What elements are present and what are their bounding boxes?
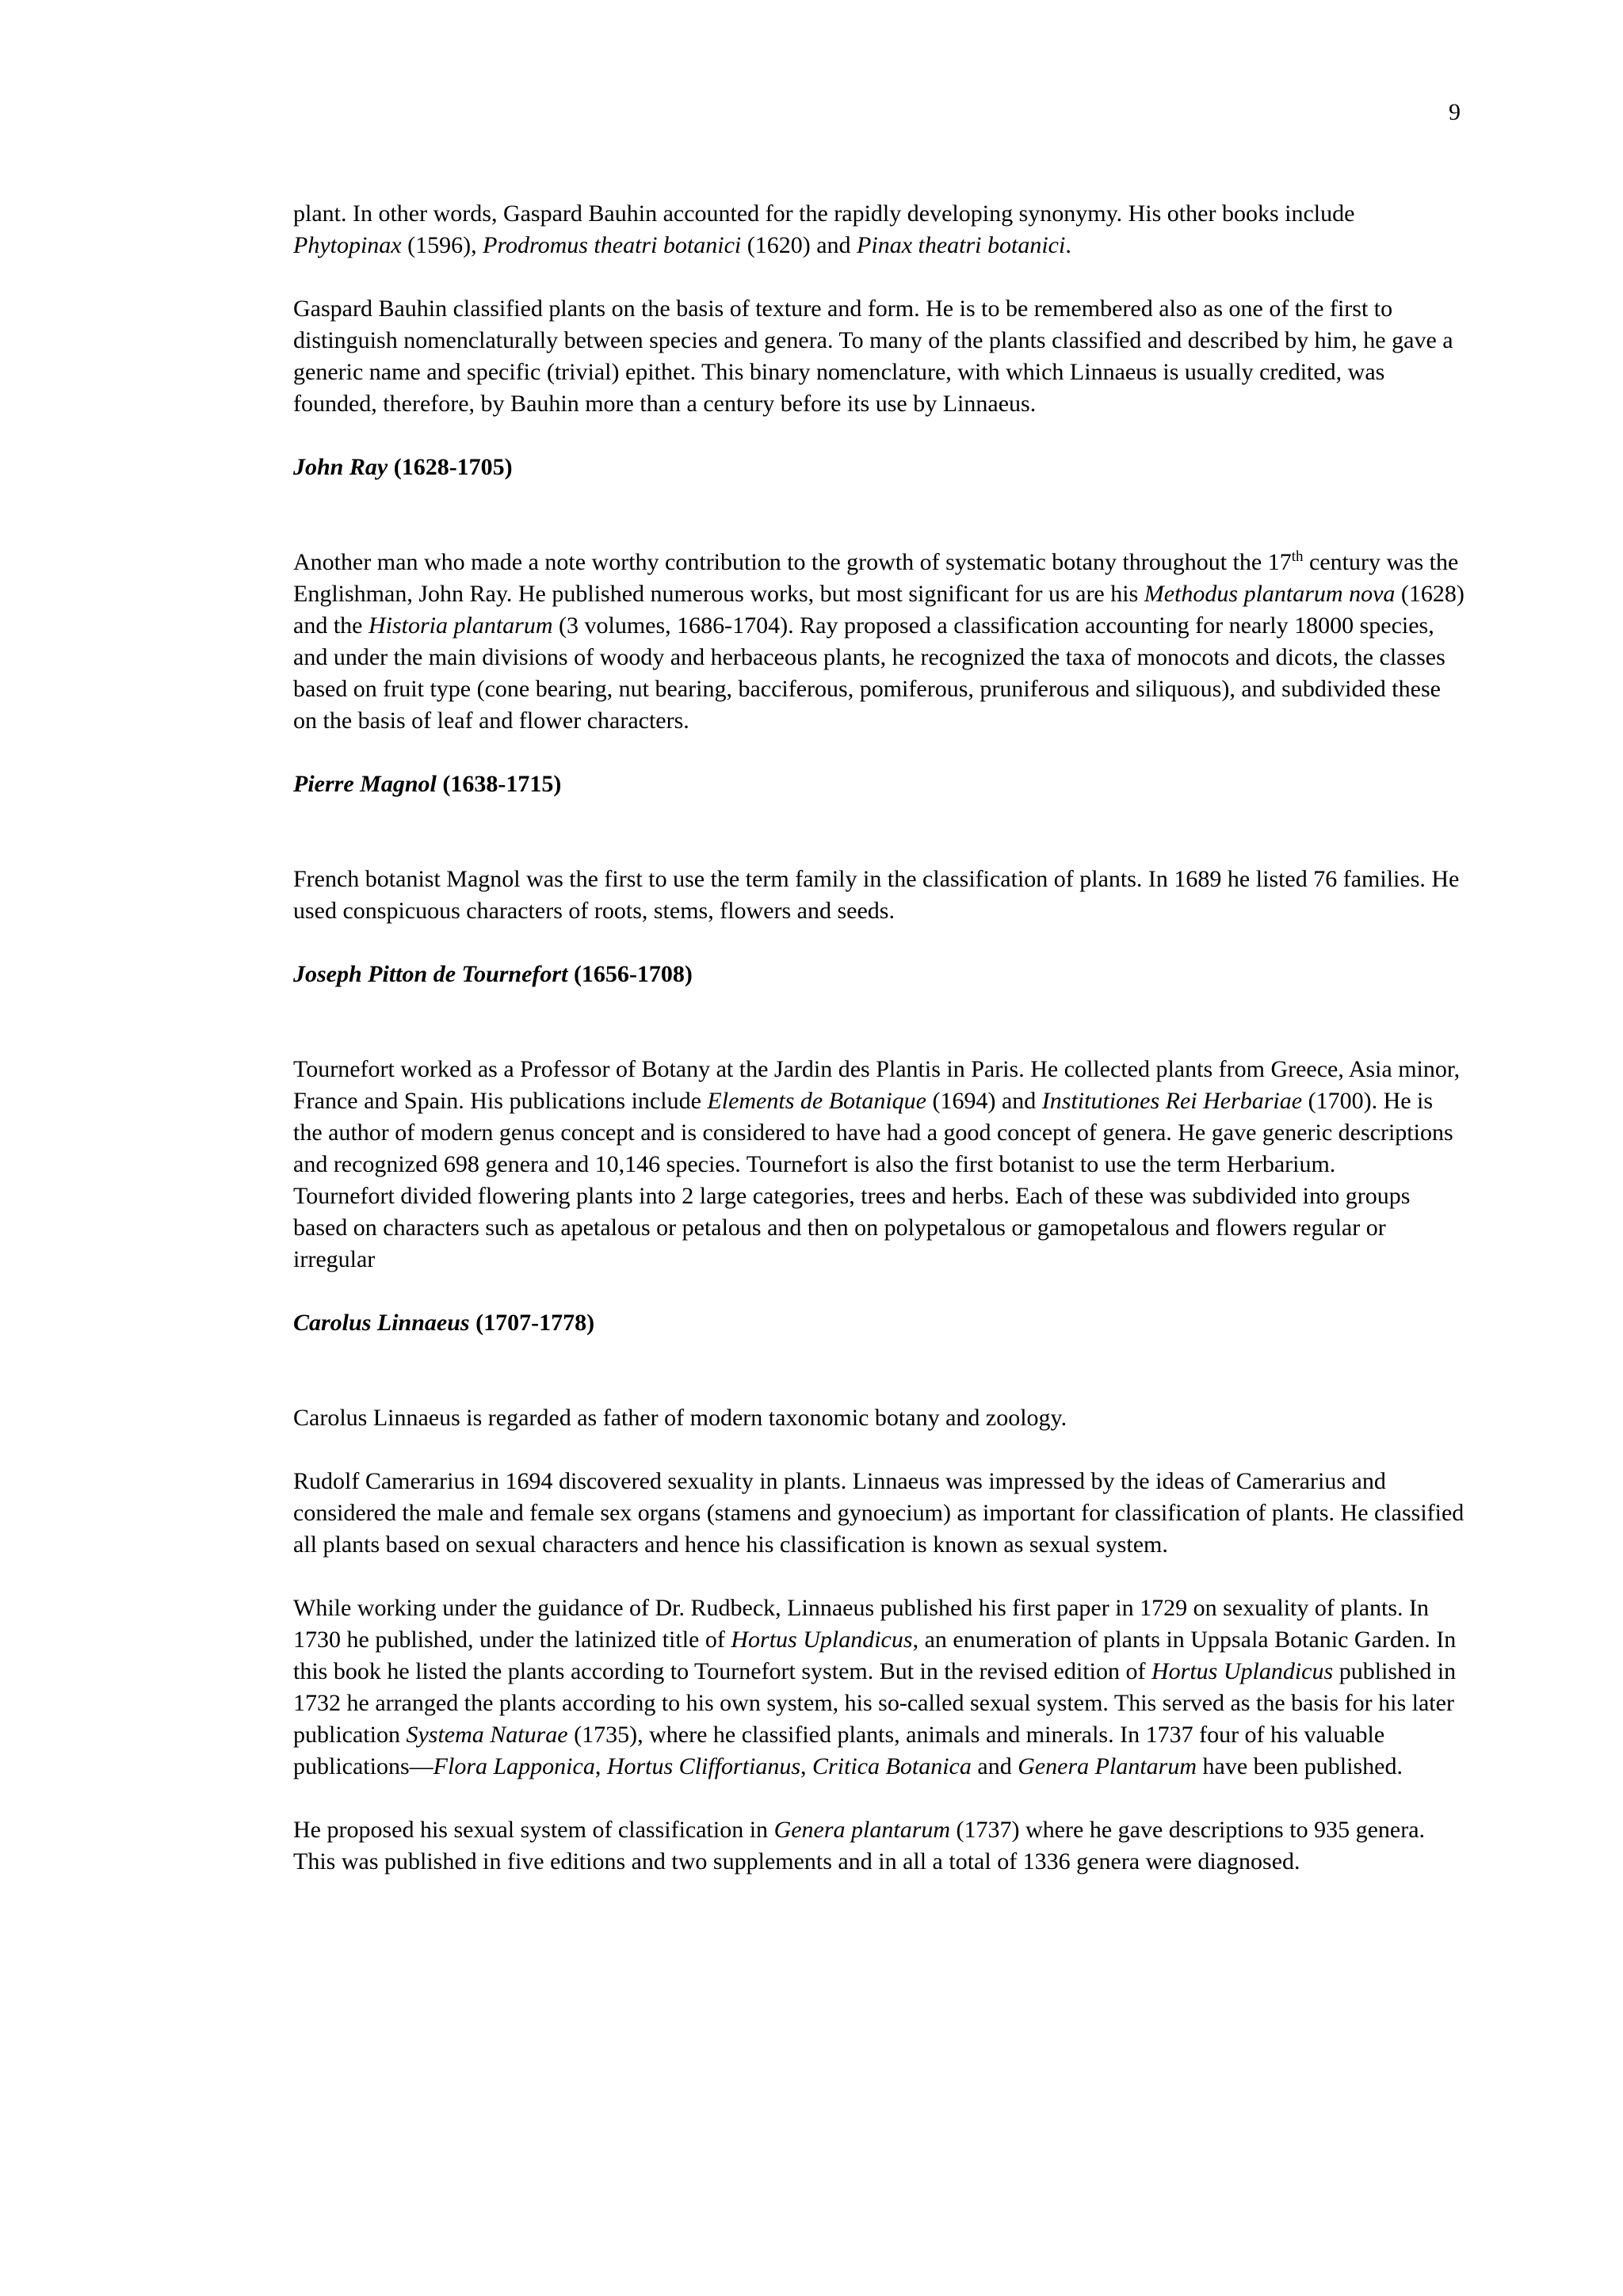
paragraph-linnaeus-publications [293,1592,1466,1783]
text-run: published in 1732 he arranged the plants according to his own system, his so-called sexual system. This served as the basis for his later publication [293,1658,1457,1748]
text-run: (1694) and [926,1088,1042,1114]
text-run: He proposed his sexual system of classification in [293,1817,774,1843]
book-title: Institutiones Rei Herbariae [1041,1088,1303,1114]
book-title: Critica Botanica [812,1753,972,1779]
text-run: and [971,1753,1018,1779]
book-title: Prodromus theatri botanici [483,232,742,258]
heading-dates: (1638-1715) [442,771,562,797]
heading-name: John Ray [293,454,388,480]
book-title: Hortus Uplandicus [1151,1658,1334,1684]
heading-name: Pierre Magnol [293,771,437,797]
text-run: , an enumeration of plants in Uppsala Botanic Garden. In this book he listed the plants according to Tournefort system. But in the revised edition of [293,1627,1457,1684]
paragraph-linnaeus-intro: Carolus Linnaeus is regarded as father of modern taxonomic botany and zoology. [293,1405,1067,1431]
book-title: Phytopinax [293,232,402,258]
page-number: 9 [1449,99,1461,125]
text-run: century was the Englishman, John Ray. He published numerous works, but most significant for us are his [293,549,1459,607]
text-run: (1700). He is the author of modern genus concept and is considered to have had a good concept of genera. He gave generic descriptions and recognized 698 genera and 10,146 species. Tournefort is also the first botanist to use the term Herbarium. [293,1088,1453,1177]
text-run: (1735), where he classified plants, animals and minerals. In 1737 four of his valuable publications— [293,1722,1385,1779]
paragraph-john-ray [293,547,1466,737]
text-run: (3 volumes, 1686-1704). Ray proposed a classification accounting for nearly 18000 species, and under the main divisions of woody and herbaceous plants, he recognized the taxa of monocots and dicots, the classes based on fruit type (cone bearing, nut bearing, bacciferous, pomiferous, pruniferous and siliquous), and subdivided these on the basis of leaf and flower characters. [293,612,1445,734]
text-run: (1596), [401,232,483,258]
book-title: Methodus plantarum nova [1144,581,1396,607]
text-run: Another man who made a note worthy contribution to the growth of systematic botany throughout the 17 [293,549,1292,575]
text-run: , [800,1753,813,1779]
book-title: Flora Lapponica [433,1753,595,1779]
paragraph-bauhin-classification: Gaspard Bauhin classified plants on the basis of texture and form. He is to be remembered also as one of the first to distinguish nomenclaturally between species and genera. To many of the plants classified and described by him, he gave a generic name and specific (trivial) epithet. This binary nomenclature, with which Linnaeus is usually credited, was founded, therefore, by Bauhin more than a century before its use by Linnaeus. [293,296,1453,417]
book-title: Systema Naturae [406,1722,568,1748]
superscript: th [1291,548,1304,565]
heading-dates: (1628-1705) [393,454,513,480]
book-title: Historia plantarum [368,612,553,639]
paragraph-linnaeus-camerarius: Rudolf Camerarius in 1694 discovered sexuality in plants. Linnaeus was impressed by the ideas of Camerarius and considered the male and female sex organs (stamens and gynoecium) as important for classification of plants. He classified all plants based on sexual characters and hence his classification is known as sexual system. [293,1468,1465,1558]
book-title: Genera plantarum [773,1817,951,1843]
heading-dates: (1707-1778) [475,1310,595,1336]
book-title: Genera Plantarum [1018,1753,1197,1779]
text-run: , [594,1753,607,1779]
paragraph-tournefort [293,1054,1466,1276]
section-heading-pierre-magnol [293,769,1466,800]
paragraph-bauhin-books [293,198,1466,261]
heading-name: Joseph Pitton de Tournefort [293,961,568,987]
book-title: Hortus Uplandicus [731,1627,913,1653]
text-run: plant. In other words, Gaspard Bauhin accounted for the rapidly developing synonymy. His other books include [293,200,1355,227]
section-heading-john-ray [293,452,1466,483]
paragraph-pierre-magnol: French botanist Magnol was the first to use the term family in the classification of plants. In 1689 he listed 76 families. He used conspicuous characters of roots, stems, flowers and seeds. [293,866,1460,924]
text-run: (1620) and [741,232,857,258]
paragraph-linnaeus-genera [293,1814,1466,1878]
text-run: . [1065,232,1071,258]
book-title: Pinax theatri botanici [857,232,1066,258]
text-run: Tournefort worked as a Professor of Botany at the Jardin des Plantis in Paris. He collected plants from Greece, Asia minor, France and Spain. His publications include [293,1056,1461,1114]
book-title: Hortus Cliffortianus [606,1753,801,1779]
heading-dates: (1656-1708) [573,961,693,987]
text-run: have been published. [1197,1753,1403,1779]
section-heading-carolus-linnaeus [293,1307,1466,1339]
text-run: Tournefort divided flowering plants into 2 large categories, trees and herbs. Each of these was subdivided into groups based on characters such as apetalous or petalous and then on polypetalous or gamopetalous and flowers regular or irregular [293,1183,1411,1272]
section-heading-tournefort [293,959,1466,990]
page-content [293,198,1466,1909]
book-title: Elements de Botanique [707,1088,926,1114]
text-run: (1737) where he gave descriptions to 935 genera. This was published in five editions and two supplements and in all a total of 1336 genera were diagnosed. [293,1817,1426,1875]
text-run: (1628) and the [293,581,1465,639]
heading-name: Carolus Linnaeus [293,1310,470,1336]
text-run: While working under the guidance of Dr. Rudbeck, Linnaeus published his first paper in 1729 on sexuality of plants. In 1730 he published, under the latinized title of [293,1595,1430,1653]
